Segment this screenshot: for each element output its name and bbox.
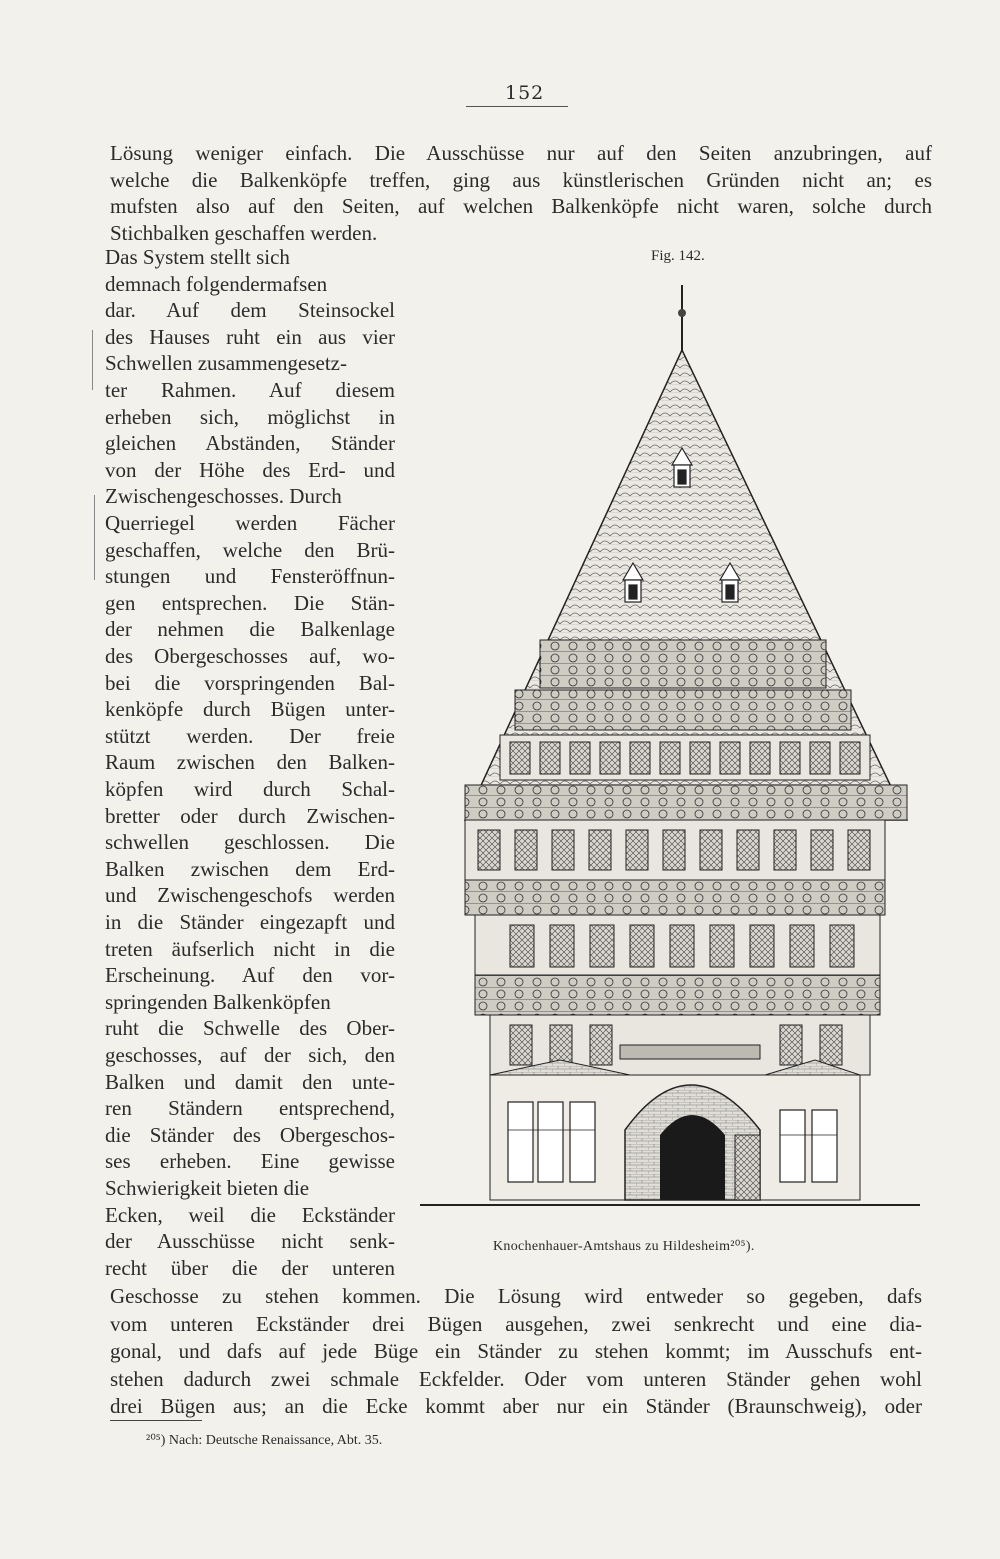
- figure-caption: Knochenhauer-Amtshaus zu Hildesheim²⁰⁵).: [493, 1239, 755, 1254]
- column-lines-line: Balken und damit den unte-: [105, 1069, 395, 1094]
- column-lines-line: gen entsprechen. Die Stän-: [105, 590, 395, 615]
- column-lines-line: Schwellen zusammengesetz-: [105, 351, 347, 376]
- column-lines-line: bei die vorspringenden Bal-: [105, 670, 395, 695]
- column-lines-line: ren Ständern entsprechend,: [105, 1096, 395, 1121]
- margin-mark-1: [92, 330, 93, 390]
- column-lines-line: ses erheben. Eine gewisse: [105, 1149, 395, 1174]
- column-lines-line: treten äufserlich nicht in die: [105, 936, 395, 961]
- column-lines-line: Erscheinung. Auf den vor-: [105, 963, 395, 988]
- column-lines-line: geschosses, auf der sich, den: [105, 1043, 395, 1067]
- column-lines-line: stützt werden. Der freie: [105, 723, 395, 748]
- column-lines-line: springenden Balkenköpfen: [105, 989, 331, 1014]
- column-lines-line: schwellen geschlossen. Die: [105, 830, 395, 855]
- bottom-lines-line: gonal, und dafs auf jede Büge ein Ständer zu stehen kommt; im Ausschufs ent-: [110, 1339, 922, 1363]
- top-lines-line: welche die Balkenköpfe treffen, ging aus künstlerischen Gründen nicht an; es: [110, 167, 932, 192]
- column-lines-line: recht über die der unteren: [105, 1255, 395, 1280]
- column-lines-line: Raum zwischen den Balken-: [105, 750, 395, 775]
- column-lines-line: die Ständer des Obergeschos-: [105, 1122, 395, 1147]
- column-lines-line: demnach folgendermafsen: [105, 271, 328, 296]
- column-lines-line: ter Rahmen. Auf diesem: [105, 378, 395, 402]
- page-number: 152: [505, 82, 545, 104]
- column-lines-line: des Hauses ruht ein aus vier: [105, 324, 395, 349]
- top-lines-line: Stichbalken geschaffen werden.: [110, 220, 378, 245]
- column-lines-line: bretter oder durch Zwischen-: [105, 803, 395, 828]
- footnote-rule: [110, 1420, 202, 1421]
- column-lines-line: erheben sich, möglichst in: [105, 404, 395, 429]
- column-lines-line: in die Ständer eingezapft und: [105, 910, 395, 934]
- column-lines-line: Ecken, weil die Eckständer: [105, 1202, 395, 1227]
- figure-house-illustration: [420, 280, 920, 1220]
- bottom-lines-line: stehen dadurch zwei schmale Eckfelder. Oder vom unteren Ständer gehen wohl: [110, 1366, 922, 1391]
- column-lines-line: kenköpfe durch Bügen unter-: [105, 697, 395, 722]
- column-lines-line: von der Höhe des Erd- und: [105, 457, 395, 482]
- column-lines-line: Zwischengeschosses. Durch: [105, 484, 342, 509]
- footnote: ²⁰⁵) Nach: Deutsche Renaissance, Abt. 35.: [146, 1433, 383, 1448]
- column-lines-line: köpfen wird durch Schal-: [105, 777, 395, 801]
- column-lines-line: ruht die Schwelle des Ober-: [105, 1016, 395, 1041]
- bottom-lines-line: vom unteren Eckständer drei Bügen ausgehen, zwei senkrecht und eine dia-: [110, 1311, 922, 1336]
- column-lines-line: und Zwischengeschofs werden: [105, 883, 395, 908]
- column-lines-line: der Ausschüsse nicht senk-: [105, 1229, 395, 1254]
- bottom-lines-line: Geschosse zu stehen kommen. Die Lösung wird entweder so gegeben, dafs: [110, 1284, 922, 1308]
- column-lines-line: Das System stellt sich: [105, 245, 290, 269]
- column-lines-line: dar. Auf dem Steinsockel: [105, 298, 395, 323]
- column-lines-line: geschaffen, welche den Brü-: [105, 537, 395, 562]
- column-lines-line: der nehmen die Balkenlage: [105, 617, 395, 642]
- column-lines-line: Schwierigkeit bieten die: [105, 1176, 310, 1200]
- top-lines-line: mufsten also auf den Seiten, auf welchen Balkenköpfe nicht waren, solche durch: [110, 194, 932, 218]
- margin-mark-2: [94, 495, 95, 580]
- header-rule: [466, 106, 568, 107]
- figure-label: Fig. 142.: [651, 248, 705, 264]
- column-lines-line: stungen und Fensteröffnun-: [105, 564, 395, 589]
- column-lines-line: des Obergeschosses auf, wo-: [105, 644, 395, 668]
- column-lines-line: Balken zwischen dem Erd-: [105, 856, 395, 881]
- top-lines-line: Lösung weniger einfach. Die Ausschüsse nur auf den Seiten anzubringen, auf: [110, 141, 932, 165]
- bottom-lines-line: drei Bügen aus; an die Ecke kommt aber nur ein Ständer (Braunschweig), oder: [110, 1394, 922, 1418]
- column-lines-line: Querriegel werden Fächer: [105, 511, 395, 535]
- column-lines-line: gleichen Abständen, Ständer: [105, 431, 395, 456]
